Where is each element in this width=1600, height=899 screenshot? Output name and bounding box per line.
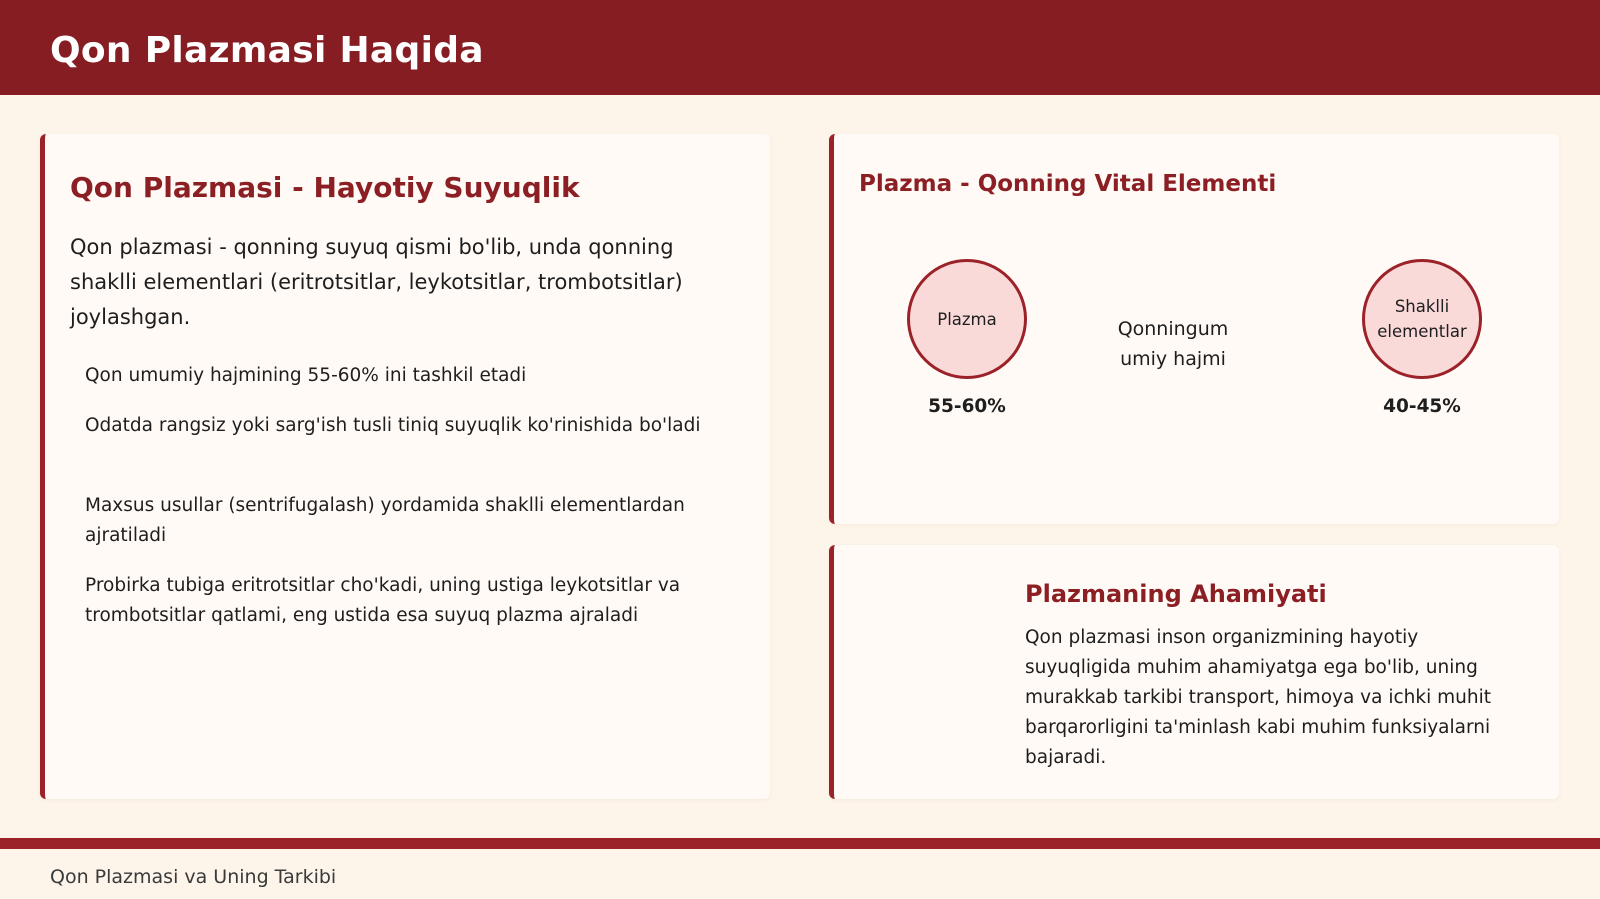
plazma-circle-label: Plazma: [937, 309, 997, 329]
header-bar: [0, 0, 1600, 95]
shaklli-circle-label: Shaklli elementlar: [1377, 297, 1467, 341]
footer-title: Qon Plazmasi va Uning Tarkibi: [50, 866, 337, 888]
intro-card-title: Qon Plazmasi - Hayotiy Suyuqlik: [70, 171, 580, 204]
fact-item: Maxsus usullar (sentrifugalash) yordamida shaklli elementlardan ajratiladi: [85, 495, 685, 546]
footer-bar: [0, 838, 1600, 849]
importance-card-title: Plazmaning Ahamiyati: [1025, 580, 1327, 608]
importance-card: [829, 545, 1559, 799]
shaklli-percent: 40-45%: [1383, 396, 1461, 417]
page-title: Qon Plazmasi Haqida: [50, 30, 484, 71]
intro-card: [40, 134, 770, 799]
shaklli-circle: [1362, 259, 1482, 379]
composition-card: [829, 134, 1559, 524]
fact-item: Qon umumiy hajmining 55-60% ini tashkil etadi: [85, 365, 527, 386]
composition-card-title: Plazma - Qonning Vital Elementi: [859, 171, 1277, 197]
fact-item: Probirka tubiga eritrotsitlar cho'kadi, uning ustiga leykotsitlar va trombotsitlar qatlami, eng ustida esa suyuq plazma ajraladi: [85, 575, 681, 626]
plazma-circle: [907, 259, 1027, 379]
importance-paragraph: Qon plazmasi inson organizmining hayotiy suyuqligida muhim ahamiyatga ega bo'lib, uning murakkab tarkibi transport, himoya va ichki muhit barqarorligini ta'minlash kabi muhim funksiyalarni bajaradi.: [1025, 627, 1491, 768]
plazma-percent: 55-60%: [928, 396, 1006, 417]
intro-paragraph: Qon plazmasi - qonning suyuq qismi bo'lib, unda qonning shaklli elementlari (eritrotsitlar, leykotsitlar, trombotsitlar) joylashgan.: [70, 235, 683, 329]
fact-item: Odatda rangsiz yoki sarg'ish tusli tiniq suyuqlik ko'rinishida bo'ladi: [85, 415, 701, 436]
total-volume-label: Qonningumumiy hajmi: [1117, 318, 1229, 370]
